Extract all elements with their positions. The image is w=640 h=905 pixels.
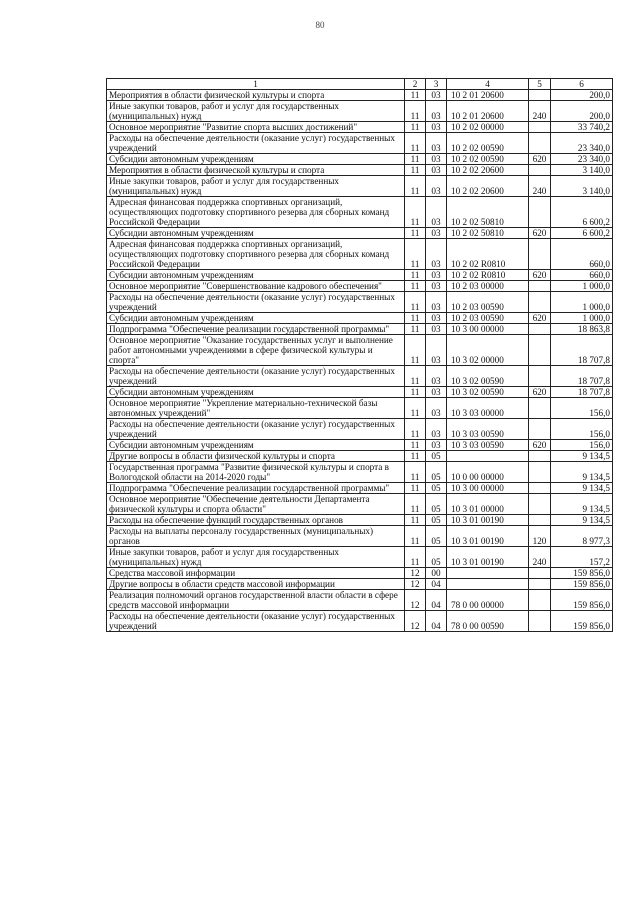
row-subsection-cell: 03 [426, 197, 447, 228]
row-section-cell: 11 [405, 366, 426, 387]
row-subsection-cell: 03 [426, 122, 447, 133]
row-section-cell: 11 [405, 176, 426, 197]
row-name-cell: Расходы на обеспечение деятельности (оказание услуг) государственных учреждений [107, 419, 405, 440]
table-row [107, 165, 613, 176]
row-subsection-cell: 05 [426, 515, 447, 526]
row-subsection-cell: 05 [426, 483, 447, 494]
row-name-cell: Расходы на выплаты персоналу государственных (муниципальных) органов [107, 526, 405, 547]
row-expense-type-cell: 240 [529, 547, 551, 568]
row-section-cell: 11 [405, 398, 426, 419]
row-name-cell: Субсидии автономным учреждениям [107, 387, 405, 398]
row-sum-cell: 6 600,2 [551, 197, 613, 228]
row-name-cell: Иные закупки товаров, работ и услуг для государственных (муниципальных) нужд [107, 176, 405, 197]
row-target-article-cell: 10 2 02 00590 [447, 154, 529, 165]
row-subsection-cell: 03 [426, 419, 447, 440]
row-section-cell: 11 [405, 165, 426, 176]
row-name-cell: Расходы на обеспечение функций государственных органов [107, 515, 405, 526]
row-expense-type-cell: 620 [529, 387, 551, 398]
row-sum-cell: 3 140,0 [551, 176, 613, 197]
table-row [107, 398, 613, 419]
row-sum-cell: 156,0 [551, 419, 613, 440]
row-subsection-cell: 03 [426, 154, 447, 165]
table-row [107, 547, 613, 568]
row-subsection-cell: 03 [426, 366, 447, 387]
table-row [107, 90, 613, 101]
row-target-article-cell: 10 3 02 00590 [447, 366, 529, 387]
row-expense-type-cell: 620 [529, 270, 551, 281]
row-sum-cell: 3 140,0 [551, 165, 613, 176]
row-name-cell: Другие вопросы в области средств массовой информации [107, 579, 405, 590]
table-row [107, 122, 613, 133]
row-subsection-cell: 03 [426, 313, 447, 324]
row-expense-type-cell [529, 122, 551, 133]
table-row [107, 154, 613, 165]
budget-table-body [107, 79, 613, 632]
row-section-cell: 12 [405, 611, 426, 632]
row-expense-type-cell: 620 [529, 313, 551, 324]
row-name-cell: Подпрограмма "Обеспечение реализации государственной программы" [107, 324, 405, 335]
row-section-cell: 11 [405, 292, 426, 313]
row-sum-cell: 159 856,0 [551, 611, 613, 632]
row-name-cell: Субсидии автономным учреждениям [107, 313, 405, 324]
row-name-cell: Средства массовой информации [107, 568, 405, 579]
row-subsection-cell: 03 [426, 398, 447, 419]
row-section-cell: 11 [405, 133, 426, 154]
row-expense-type-cell [529, 239, 551, 270]
row-section-cell: 11 [405, 90, 426, 101]
table-row [107, 526, 613, 547]
row-subsection-cell: 03 [426, 228, 447, 239]
row-expense-type-cell [529, 590, 551, 611]
row-name-cell: Мероприятия в области физической культуры и спорта [107, 90, 405, 101]
row-expense-type-cell [529, 494, 551, 515]
column-header: 5 [529, 79, 551, 90]
row-expense-type-cell [529, 419, 551, 440]
row-target-article-cell: 10 3 03 00590 [447, 419, 529, 440]
row-target-article-cell [447, 568, 529, 579]
row-sum-cell: 1 000,0 [551, 313, 613, 324]
row-target-article-cell: 10 3 01 00190 [447, 515, 529, 526]
row-section-cell: 11 [405, 324, 426, 335]
table-row [107, 568, 613, 579]
table-row [107, 440, 613, 451]
row-target-article-cell: 10 3 03 00000 [447, 398, 529, 419]
row-name-cell: Подпрограмма "Обеспечение реализации государственной программы" [107, 483, 405, 494]
row-name-cell: Субсидии автономным учреждениям [107, 228, 405, 239]
row-name-cell: Основное мероприятие "Развитие спорта высших достижений" [107, 122, 405, 133]
row-name-cell: Расходы на обеспечение деятельности (оказание услуг) государственных учреждений [107, 611, 405, 632]
row-target-article-cell: 10 2 02 50810 [447, 197, 529, 228]
table-row [107, 324, 613, 335]
row-expense-type-cell [529, 568, 551, 579]
row-name-cell: Основное мероприятие "Обеспечение деятельности Департамента физической культуры и спорта области" [107, 494, 405, 515]
row-sum-cell: 18 707,8 [551, 335, 613, 366]
row-expense-type-cell [529, 324, 551, 335]
row-section-cell: 11 [405, 494, 426, 515]
table-row [107, 101, 613, 122]
row-name-cell: Адресная финансовая поддержка спортивных организаций, осуществляющих подготовку спортивного резерва для сборных команд Российской Федерации [107, 239, 405, 270]
row-expense-type-cell [529, 483, 551, 494]
row-name-cell: Расходы на обеспечение деятельности (оказание услуг) государственных учреждений [107, 292, 405, 313]
column-header: 4 [447, 79, 529, 90]
row-subsection-cell: 05 [426, 462, 447, 483]
row-expense-type-cell [529, 398, 551, 419]
column-header: 6 [551, 79, 613, 90]
table-row [107, 228, 613, 239]
row-sum-cell: 33 740,2 [551, 122, 613, 133]
row-target-article-cell: 10 2 02 20600 [447, 176, 529, 197]
row-name-cell: Иные закупки товаров, работ и услуг для государственных (муниципальных) нужд [107, 101, 405, 122]
row-name-cell: Субсидии автономным учреждениям [107, 154, 405, 165]
table-row [107, 335, 613, 366]
table-row [107, 270, 613, 281]
row-expense-type-cell [529, 90, 551, 101]
row-expense-type-cell [529, 515, 551, 526]
table-row [107, 197, 613, 228]
row-name-cell: Мероприятия в области физической культуры и спорта [107, 165, 405, 176]
row-subsection-cell: 03 [426, 440, 447, 451]
row-section-cell: 11 [405, 483, 426, 494]
row-subsection-cell: 05 [426, 494, 447, 515]
row-sum-cell: 9 134,5 [551, 494, 613, 515]
row-name-cell: Основное мероприятие "Совершенствование кадрового обеспечения" [107, 281, 405, 292]
row-sum-cell: 18 863,8 [551, 324, 613, 335]
row-section-cell: 11 [405, 335, 426, 366]
row-name-cell: Субсидии автономным учреждениям [107, 270, 405, 281]
column-header: 2 [405, 79, 426, 90]
row-section-cell: 11 [405, 440, 426, 451]
row-name-cell: Основное мероприятие "Укрепление материально-технической базы автономных учреждений" [107, 398, 405, 419]
row-sum-cell: 200,0 [551, 101, 613, 122]
row-sum-cell: 1 000,0 [551, 281, 613, 292]
row-name-cell: Иные закупки товаров, работ и услуг для государственных (муниципальных) нужд [107, 547, 405, 568]
row-expense-type-cell [529, 292, 551, 313]
row-subsection-cell: 03 [426, 176, 447, 197]
row-sum-cell: 23 340,0 [551, 133, 613, 154]
row-sum-cell: 159 856,0 [551, 568, 613, 579]
row-section-cell: 12 [405, 590, 426, 611]
table-row [107, 419, 613, 440]
row-section-cell: 11 [405, 270, 426, 281]
row-subsection-cell: 03 [426, 165, 447, 176]
table-row [107, 292, 613, 313]
row-sum-cell: 660,0 [551, 270, 613, 281]
row-target-article-cell: 10 2 02 20600 [447, 165, 529, 176]
table-row [107, 176, 613, 197]
row-section-cell: 11 [405, 313, 426, 324]
row-subsection-cell: 03 [426, 101, 447, 122]
table-row [107, 590, 613, 611]
row-subsection-cell: 03 [426, 292, 447, 313]
table-row [107, 483, 613, 494]
row-subsection-cell: 00 [426, 568, 447, 579]
table-row [107, 462, 613, 483]
row-expense-type-cell [529, 366, 551, 387]
row-sum-cell: 18 707,8 [551, 366, 613, 387]
row-name-cell: Адресная финансовая поддержка спортивных организаций, осуществляющих подготовку спортивного резерва для сборных команд Российской Федерации [107, 197, 405, 228]
row-name-cell: Расходы на обеспечение деятельности (оказание услуг) государственных учреждений [107, 133, 405, 154]
row-subsection-cell: 04 [426, 579, 447, 590]
row-sum-cell: 159 856,0 [551, 579, 613, 590]
row-section-cell: 11 [405, 122, 426, 133]
row-subsection-cell: 03 [426, 281, 447, 292]
row-target-article-cell: 10 3 00 00000 [447, 483, 529, 494]
row-target-article-cell: 10 3 01 00190 [447, 526, 529, 547]
row-target-article-cell: 10 3 01 00000 [447, 494, 529, 515]
row-sum-cell: 156,0 [551, 440, 613, 451]
row-target-article-cell [447, 451, 529, 462]
row-expense-type-cell: 620 [529, 228, 551, 239]
row-section-cell: 11 [405, 239, 426, 270]
row-sum-cell: 157,2 [551, 547, 613, 568]
row-sum-cell: 9 134,5 [551, 462, 613, 483]
table-row [107, 494, 613, 515]
table-row [107, 313, 613, 324]
row-expense-type-cell [529, 133, 551, 154]
row-section-cell: 11 [405, 101, 426, 122]
row-sum-cell: 9 134,5 [551, 451, 613, 462]
row-subsection-cell: 03 [426, 133, 447, 154]
row-section-cell: 11 [405, 228, 426, 239]
row-sum-cell: 9 134,5 [551, 483, 613, 494]
table-row [107, 387, 613, 398]
row-expense-type-cell [529, 611, 551, 632]
row-target-article-cell: 10 2 01 20600 [447, 101, 529, 122]
row-expense-type-cell: 240 [529, 176, 551, 197]
row-sum-cell: 18 707,8 [551, 387, 613, 398]
row-target-article-cell: 78 0 00 00000 [447, 590, 529, 611]
row-name-cell: Основное мероприятие "Оказание государственных услуг и выполнение работ автономными учреждениями в сфере физической культуры и спорта" [107, 335, 405, 366]
row-section-cell: 11 [405, 281, 426, 292]
row-expense-type-cell [529, 197, 551, 228]
table-row [107, 611, 613, 632]
row-name-cell: Реализация полномочий органов государственной власти области в сфере средств массовой информации [107, 590, 405, 611]
row-section-cell: 11 [405, 547, 426, 568]
row-expense-type-cell [529, 335, 551, 366]
row-section-cell: 12 [405, 568, 426, 579]
row-section-cell: 11 [405, 515, 426, 526]
row-sum-cell: 156,0 [551, 398, 613, 419]
row-sum-cell: 23 340,0 [551, 154, 613, 165]
row-sum-cell: 1 000,0 [551, 292, 613, 313]
row-subsection-cell: 03 [426, 335, 447, 366]
row-expense-type-cell: 120 [529, 526, 551, 547]
row-target-article-cell: 10 2 02 00000 [447, 122, 529, 133]
table-row [107, 239, 613, 270]
row-sum-cell: 660,0 [551, 239, 613, 270]
row-subsection-cell: 03 [426, 90, 447, 101]
row-sum-cell: 8 977,3 [551, 526, 613, 547]
row-target-article-cell [447, 579, 529, 590]
row-target-article-cell: 78 0 00 00590 [447, 611, 529, 632]
row-subsection-cell: 05 [426, 547, 447, 568]
row-target-article-cell: 10 2 01 20600 [447, 90, 529, 101]
row-name-cell: Другие вопросы в области физической культуры и спорта [107, 451, 405, 462]
row-sum-cell: 159 856,0 [551, 590, 613, 611]
row-target-article-cell: 10 3 01 00190 [447, 547, 529, 568]
row-subsection-cell: 03 [426, 270, 447, 281]
row-subsection-cell: 03 [426, 239, 447, 270]
row-name-cell: Государственная программа "Развитие физической культуры и спорта в Вологодской области на 2014-2020 годы" [107, 462, 405, 483]
row-sum-cell: 200,0 [551, 90, 613, 101]
row-section-cell: 11 [405, 387, 426, 398]
row-expense-type-cell: 620 [529, 154, 551, 165]
table-row [107, 451, 613, 462]
row-target-article-cell: 10 2 02 R0810 [447, 270, 529, 281]
row-target-article-cell: 10 2 02 R0810 [447, 239, 529, 270]
row-expense-type-cell [529, 165, 551, 176]
page-number: 80 [315, 20, 325, 30]
row-name-cell: Субсидии автономным учреждениям [107, 440, 405, 451]
column-header: 3 [426, 79, 447, 90]
row-section-cell: 11 [405, 526, 426, 547]
row-name-cell: Расходы на обеспечение деятельности (оказание услуг) государственных учреждений [107, 366, 405, 387]
row-subsection-cell: 04 [426, 590, 447, 611]
row-target-article-cell: 10 3 00 00000 [447, 324, 529, 335]
table-row [107, 579, 613, 590]
row-target-article-cell: 10 0 00 00000 [447, 462, 529, 483]
row-target-article-cell: 10 3 02 00000 [447, 335, 529, 366]
row-target-article-cell: 10 3 02 00590 [447, 387, 529, 398]
row-subsection-cell: 05 [426, 451, 447, 462]
table-row [107, 515, 613, 526]
row-section-cell: 11 [405, 462, 426, 483]
table-row [107, 281, 613, 292]
row-expense-type-cell [529, 462, 551, 483]
row-subsection-cell: 05 [426, 526, 447, 547]
row-section-cell: 11 [405, 451, 426, 462]
row-target-article-cell: 10 2 02 00590 [447, 133, 529, 154]
row-sum-cell: 6 600,2 [551, 228, 613, 239]
row-target-article-cell: 10 2 03 00590 [447, 292, 529, 313]
column-header: 1 [107, 79, 405, 90]
row-target-article-cell: 10 2 03 00000 [447, 281, 529, 292]
row-expense-type-cell: 240 [529, 101, 551, 122]
row-section-cell: 12 [405, 579, 426, 590]
row-section-cell: 11 [405, 197, 426, 228]
budget-table [106, 78, 613, 632]
row-target-article-cell: 10 2 02 50810 [447, 228, 529, 239]
row-section-cell: 11 [405, 154, 426, 165]
row-subsection-cell: 03 [426, 324, 447, 335]
row-target-article-cell: 10 2 03 00590 [447, 313, 529, 324]
table-row [107, 366, 613, 387]
row-expense-type-cell [529, 579, 551, 590]
table-header-row [107, 79, 613, 90]
row-subsection-cell: 04 [426, 611, 447, 632]
row-target-article-cell: 10 3 03 00590 [447, 440, 529, 451]
table-row [107, 133, 613, 154]
row-section-cell: 11 [405, 419, 426, 440]
row-expense-type-cell [529, 281, 551, 292]
row-expense-type-cell: 620 [529, 440, 551, 451]
row-sum-cell: 9 134,5 [551, 515, 613, 526]
row-subsection-cell: 03 [426, 387, 447, 398]
row-expense-type-cell [529, 451, 551, 462]
